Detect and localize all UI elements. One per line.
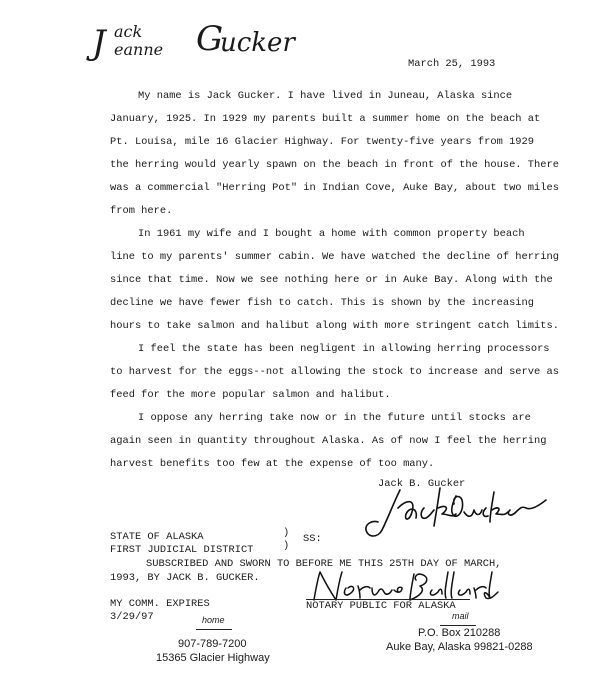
body-line: My name is Jack Gucker. I have lived in Juneau, Alaska since: [138, 90, 513, 102]
footer-home-address: 15365 Glacier Highway: [156, 652, 270, 664]
letterhead-initial: J: [92, 23, 106, 63]
footer-home-label: home: [202, 615, 225, 625]
body-line: feed for the more popular salmon and halibut.: [110, 389, 391, 401]
notary-sworn-line-1: SUBSCRIBED AND SWORN TO BEFORE ME THIS 25TH DAY OF MARCH,: [146, 558, 502, 570]
letterhead-surname-initial: G: [196, 19, 224, 59]
letterhead: [92, 18, 322, 66]
notary-state: STATE OF ALASKA: [110, 531, 204, 543]
body-line: In 1961 my wife and I bought a home with common property beach: [138, 228, 525, 240]
letterhead-first-name-top: ack: [114, 22, 143, 41]
letterhead-surname-rest: ucker: [220, 28, 295, 58]
body-line: the herring would yearly spawn on the beach in front of the house. There: [110, 159, 559, 171]
body-line: from here.: [110, 205, 173, 217]
notary-ss: SS:: [303, 533, 322, 545]
body-line: line to my parents' summer cabin. We have watched the decline of herring: [110, 251, 559, 263]
body-line: harvest benefits too few at the expense of too many.: [110, 458, 435, 470]
body-line: again seen in quantity throughout Alaska. As of now I feel the herring: [110, 435, 547, 447]
body-line: hours to take salmon and halibut along with more stringent catch limits.: [110, 320, 559, 332]
footer-po-box: P.O. Box 210288: [418, 627, 501, 639]
body-line: since that time. Now we see nothing here or in Auke Bay. Along with the: [110, 274, 553, 286]
body-line: January, 1925. In 1929 my parents built a summer home on the beach at: [110, 113, 541, 125]
signature-typed-name: Jack B. Gucker: [378, 478, 466, 490]
body-line: was a commercial "Herring Pot" in Indian Cove, Auke Bay, about two miles: [110, 182, 559, 194]
handwritten-signature-jack: [360, 478, 550, 542]
notary-comm-label: MY COMM. EXPIRES: [110, 598, 210, 610]
footer-home-rule: [196, 629, 232, 630]
footer-mail-city: Auke Bay, Alaska 99821-0288: [386, 641, 533, 653]
footer-mail-label: mail: [452, 611, 469, 621]
footer-mail-rule: [440, 625, 476, 626]
notary-district: FIRST JUDICIAL DISTRICT: [110, 544, 254, 556]
body-line: I feel the state has been negligent in allowing herring processors: [138, 343, 550, 355]
notary-bracket: ): [283, 527, 290, 539]
body-line: Pt. Louisa, mile 16 Glacier Highway. For twenty-five years from 1929: [110, 136, 535, 148]
body-line: I oppose any herring take now or in the future until stocks are: [138, 412, 531, 424]
body-line: decline we have fewer fish to catch. This is shown by the increasing: [110, 297, 535, 309]
footer-phone: 907-789-7200: [178, 638, 247, 650]
letter-date: March 25, 1993: [408, 58, 496, 70]
notary-bracket: ): [283, 540, 290, 552]
notary-comm-date: 3/29/97: [110, 611, 154, 623]
body-line: to harvest for the eggs--not allowing the stock to increase and serve as: [110, 366, 559, 378]
notary-sworn-line-2: 1993, BY JACK B. GUCKER.: [110, 572, 260, 584]
letterhead-first-name-bottom: eanne: [114, 40, 164, 59]
notary-title: NOTARY PUBLIC FOR ALASKA: [306, 600, 456, 612]
